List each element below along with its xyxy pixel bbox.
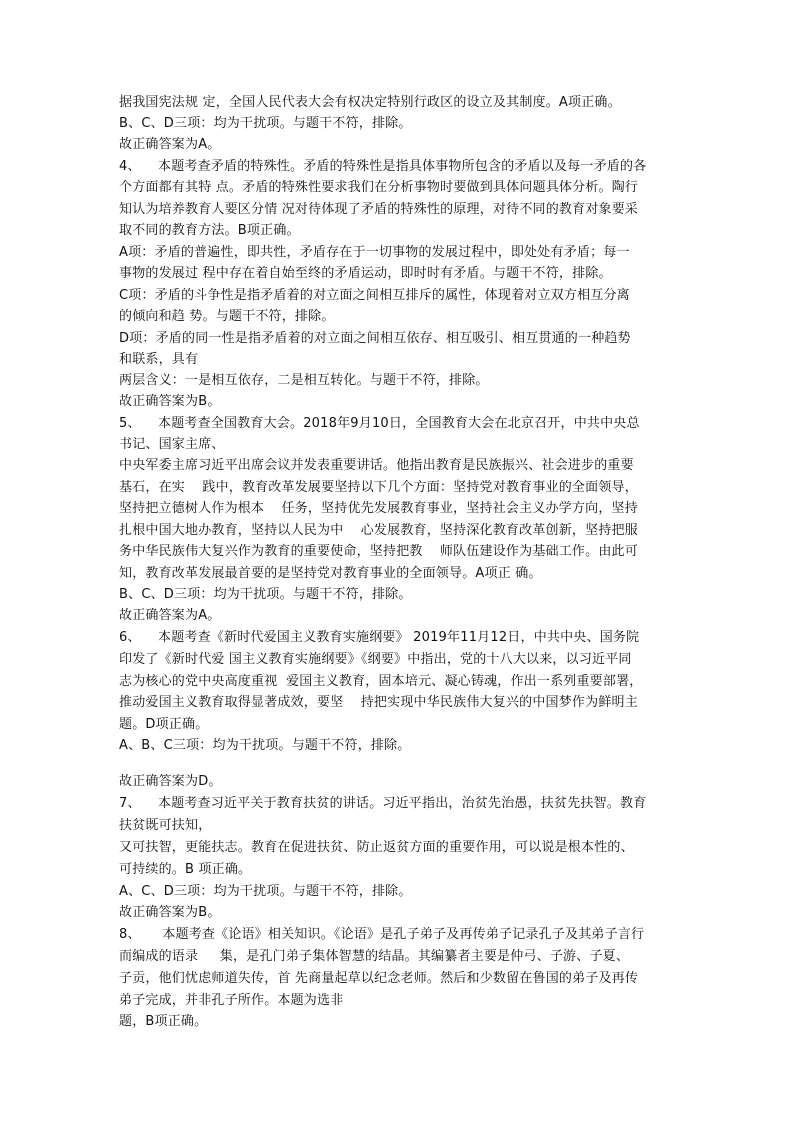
text-line: 坚持把立德树人作为根本 任务，坚持优先发展教育事业，坚持社会主义办学方向，坚持 [119,501,638,516]
text-line: 两层含义：一是相互依存，二是相互转化。与题干不符，排除。 [119,373,489,388]
text-line: 基石，在实 践中，教育改革发展要坚持以下几个方面：坚持党对教育事业的全面领导， [119,480,638,495]
text-line: 务中华民族伟大复兴作为教育的重要使命，坚持把教 师队伍建设作为基础工作。由此可 [119,544,638,559]
text-line: A、B、C三项：均为干扰项。与题干不符，排除。 [119,738,411,753]
text-line: 知，教育改革发展最首要的是坚持党对教育事业的全面领导。A项正 确。 [119,566,542,581]
text-line: 8、 本题考查《论语》相关知识。《论语》是孔子弟子及再传弟子记录孔子及其弟子言行 [119,927,645,942]
text-line: 6、 本题考查《新时代爱国主义教育实施纲要》 2019年11月12日，中共中央、国务院 [119,630,640,645]
text-line: A项：矛盾的普遍性，即共性，矛盾存在于一切事物的发展过程中，即处处有矛盾；每一 [119,245,630,260]
text-line: 知认为培养教育人要区分情 况对待体现了矛盾的特殊性的原理，对待不同的教育对象要采 [119,202,639,217]
text-line: B、C、D三项：均为干扰项。与题干不符，排除。 [119,587,412,602]
text-line: 据我国宪法规 定，全国人民代表大会有权决定特别行政区的设立及其制度。A项正确。 [119,95,621,110]
text-line: 子贡，他们忧虑师道失传，首 先商量起草以纪念老师。然后和少数留在鲁国的弟子及再传 [119,971,639,986]
text-line: 故正确答案为B。 [119,394,221,409]
text-line: 书记、国家主席、 [119,437,225,452]
text-line: 和联系，具有 [119,352,199,367]
text-line: 故正确答案为D。 [119,774,222,789]
text-line: 可持续的。B 项正确。 [119,862,252,877]
text-line: D项：矛盾的同一性是指矛盾着的对立面之间相互依存、相互吸引、相互贯通的一种趋势 [119,331,631,346]
text-line: 事物的发展过 程中存在着自始至终的矛盾运动，即时时有矛盾。与题干不符，排除。 [119,266,612,281]
text-line: C项：矛盾的斗争性是指矛盾着的对立面之间相互排斥的属性，体现着对立双方相互分离 [119,288,630,303]
text-line: 故正确答案为A。 [119,137,221,152]
text-line: 中央军委主席习近平出席会议并发表重要讲话。他指出教育是民族振兴、社会进步的重要 [119,458,634,473]
text-line: B、C、D三项：均为干扰项。与题干不符，排除。 [119,116,412,131]
text-line: 取不同的教育方法。B项正确。 [119,223,300,238]
text-line: 又可扶智，更能扶志。教育在促进扶贫、防止返贫方面的重要作用，可以说是根本性的、 [119,840,634,855]
text-line: 题，B项正确。 [119,1014,208,1029]
text-line: 故正确答案为A。 [119,608,221,623]
text-line: 弟子完成，并非孔子所作。本题为选非 [119,993,344,1008]
text-line: 志为核心的党中央高度重视 爱国主义教育，固本培元、凝心铸魂，作出一系列重要部署， [119,674,643,689]
text-line: 而编成的语录 集，是孔门弟子集体智慧的结晶。其编纂者主要是仲弓、子游、子夏、 [119,949,630,964]
text-line: 故正确答案为B。 [119,905,221,920]
text-line: 个方面都有其特 点。矛盾的特殊性要求我们在分析事物时要做到具体问题具体分析。陶行 [119,180,639,195]
text-line: 推动爱国主义教育取得显著成效，要坚 持把实现中华民族伟大复兴的中国梦作为鲜明主 [119,695,638,710]
text-line: 印发了《新时代爱 国主义教育实施纲要》《纲要》中指出，党的十八大以来，以习近平同 [119,652,632,667]
text-line: 5、 本题考查全国教育大会。2018年9月10日，全国教育大会在北京召开，中共中央总 [119,416,640,431]
text-line: 的倾向和趋 势。与题干不符，排除。 [119,309,335,324]
text-line: 7、 本题考查习近平关于教育扶贫的讲话。习近平指出，治贫先治愚，扶贫先扶智。教育 [119,796,647,811]
text-line: A、C、D三项：均为干扰项。与题干不符，排除。 [119,884,412,899]
text-line: 扶贫既可扶知， [119,818,212,833]
text-line: 4、 本题考查矛盾的特殊性。矛盾的特殊性是指具体事物所包含的矛盾以及每一矛盾的各 [119,159,647,174]
text-line: 扎根中国大地办教育，坚持以人民为中 心发展教育，坚持深化教育改革创新，坚持把服 [119,523,638,538]
text-line: 题。D项正确。 [119,717,209,732]
